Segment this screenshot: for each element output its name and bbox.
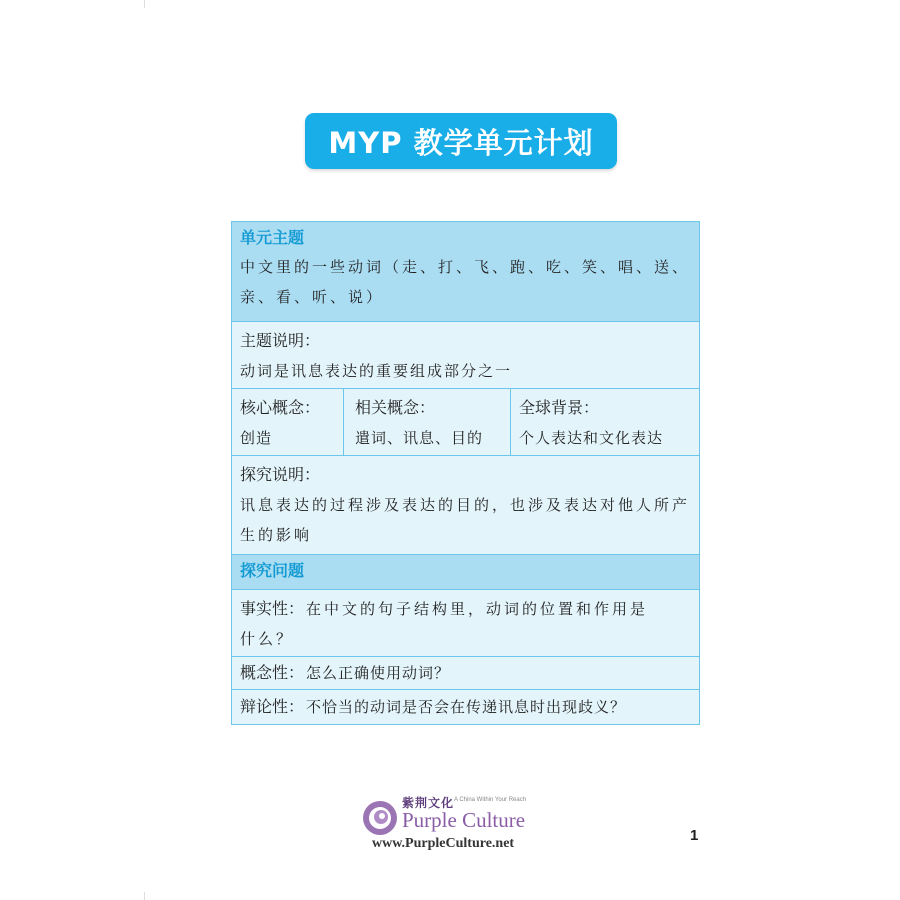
inquiry-questions-heading: 探究问题 xyxy=(240,561,305,580)
global-context-cell xyxy=(511,389,699,455)
core-concept-value: 创造 xyxy=(240,429,273,447)
conceptual-label: 概念性： xyxy=(240,663,305,682)
page-title-text: MYP 教学单元计划 xyxy=(328,125,594,160)
unit-plan-table xyxy=(231,221,700,725)
factual-text-2: 什么？ xyxy=(240,630,295,648)
global-context-value: 个人表达和文化表达 xyxy=(519,429,664,447)
conceptual-question-row xyxy=(232,657,699,690)
concepts-row xyxy=(232,389,699,456)
theme-description-text: 动词是讯息表达的重要组成部分之一 xyxy=(240,362,513,380)
crop-mark xyxy=(144,892,145,900)
debatable-question-row xyxy=(232,690,699,724)
logo-url[interactable]: www.PurpleCulture.net xyxy=(372,836,515,851)
theme-description-label: 主题说明： xyxy=(240,331,321,350)
debatable-question-line xyxy=(240,692,691,722)
debatable-text: 不恰当的动词是否会在传递讯息时出现歧义？ xyxy=(306,698,627,716)
debatable-label: 辩论性： xyxy=(240,697,305,716)
logo-tagline: A China Within Your Reach xyxy=(454,797,527,803)
conceptual-text: 怎么正确使用动词？ xyxy=(306,664,451,682)
core-concept-label: 核心概念： xyxy=(240,398,321,417)
purple-culture-logo xyxy=(362,794,552,856)
conceptual-question-line xyxy=(240,658,691,688)
inquiry-description-text-1: 讯息表达的过程涉及表达的目的，也涉及表达对他人所产 xyxy=(240,496,691,514)
theme-description-row xyxy=(232,322,699,389)
inquiry-description-label: 探究说明： xyxy=(240,465,321,484)
unit-theme-text-2: 亲、看、听、说） xyxy=(240,288,385,306)
factual-question-row xyxy=(232,590,699,657)
global-context-label: 全球背景： xyxy=(519,398,600,417)
unit-theme-row xyxy=(232,222,699,322)
related-concept-label: 相关概念： xyxy=(355,398,436,417)
swirl-logo-icon xyxy=(362,796,398,840)
inquiry-questions-header-row xyxy=(232,555,699,590)
factual-label: 事实性： xyxy=(240,599,305,618)
logo-chinese-name: 紫荆文化 xyxy=(402,796,455,810)
inquiry-description-row xyxy=(232,456,699,555)
unit-theme-text-1: 中文里的一些动词（走、打、飞、跑、吃、笑、唱、送、 xyxy=(240,258,691,276)
related-concept-value: 遣词、讯息、目的 xyxy=(355,429,484,447)
page-title xyxy=(305,113,617,169)
factual-text-1: 在中文的句子结构里，动词的位置和作用是 xyxy=(306,600,649,618)
related-concept-cell xyxy=(344,389,511,455)
factual-question-line-1 xyxy=(240,594,691,624)
unit-theme-heading: 单元主题 xyxy=(240,228,305,247)
inquiry-description-text-2: 生的影响 xyxy=(240,526,313,544)
page-number: 1 xyxy=(690,827,699,844)
crop-mark xyxy=(144,0,145,8)
logo-english-name: Purple Culture xyxy=(402,808,526,832)
core-concept-cell xyxy=(232,389,344,455)
